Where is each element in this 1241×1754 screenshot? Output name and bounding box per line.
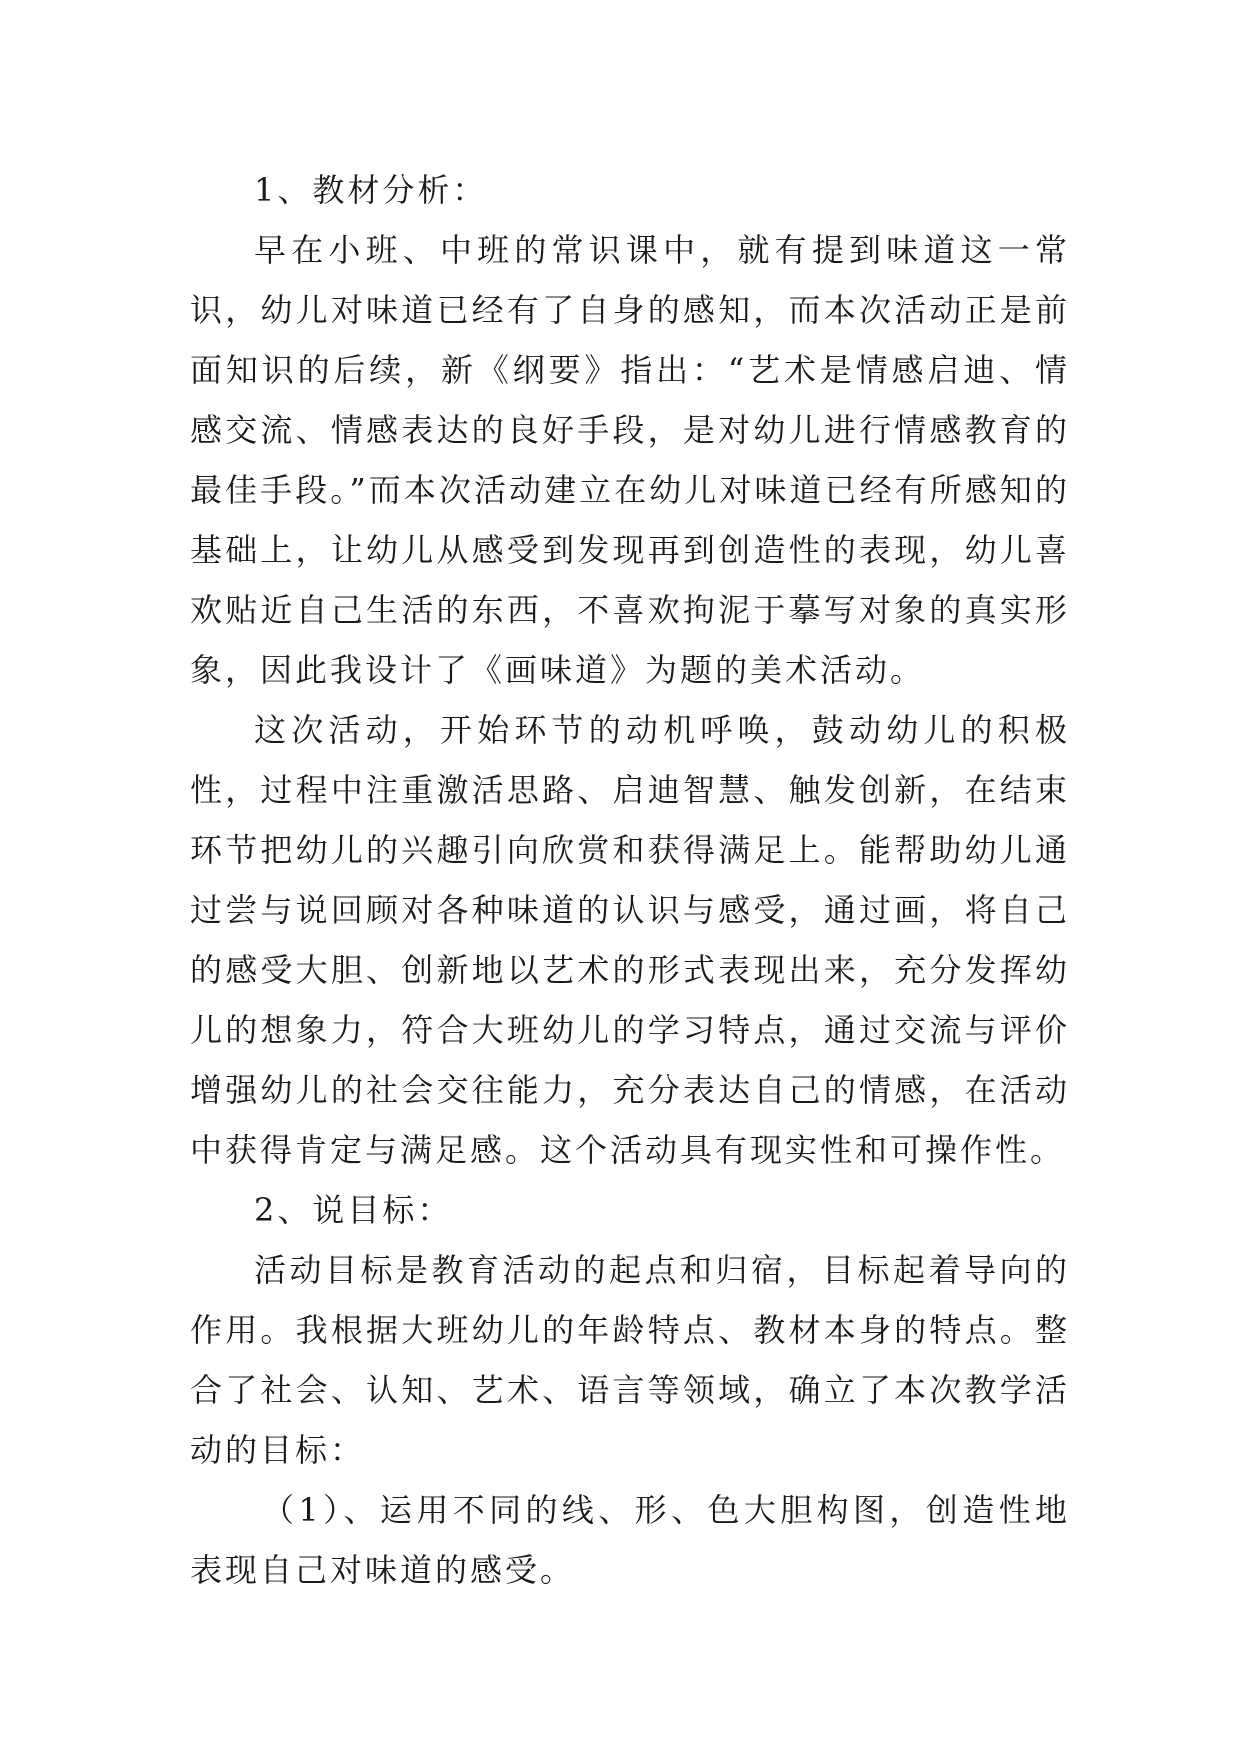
paragraph-objectives-intro: 活动目标是教育活动的起点和归宿，目标起着导向的作用。我根据大班幼儿的年龄特点、教材本身的特点。整合了社会、认知、艺术、语言等领域，确立了本次教学活动的目标：: [190, 1251, 1070, 1469]
section-heading-material-analysis: 1、教材分析：: [254, 171, 488, 209]
document-body: [190, 160, 1070, 1600]
section-heading-objectives: 2、说目标：: [254, 1191, 453, 1229]
paragraph-activity-design: 这次活动，开始环节的动机呼唤，鼓动幼儿的积极性，过程中注重激活思路、启迪智慧、触发创新，在结束环节把幼儿的兴趣引向欣赏和获得满足上。能帮助幼儿通过尝与说回顾对各种味道的认识与感受，通过画，将自己的感受大胆、创新地以艺术的形式表现出来，充分发挥幼儿的想象力，符合大班幼儿的学习特点，通过交流与评价增强幼儿的社会交往能力，充分表达自己的情感，在活动中获得肯定与满足感。这个活动具有现实性和可操作性。: [190, 711, 1070, 1169]
paragraph-background: 早在小班、中班的常识课中，就有提到味道这一常识，幼儿对味道已经有了自身的感知，而本次活动正是前面知识的后续，新《纲要》指出：“艺术是情感启迪、情感交流、情感表达的良好手段，是对幼儿进行情感教育的最佳手段。”而本次活动建立在幼儿对味道已经有所感知的基础上，让幼儿从感受到发现再到创造性的表现，幼儿喜欢贴近自己生活的东西，不喜欢拘泥于摹写对象的真实形象，因此我设计了《画味道》为题的美术活动。: [190, 231, 1070, 689]
goal-item-1: （1）、运用不同的线、形、色大胆构图，创造性地表现自己对味道的感受。: [190, 1491, 1070, 1589]
